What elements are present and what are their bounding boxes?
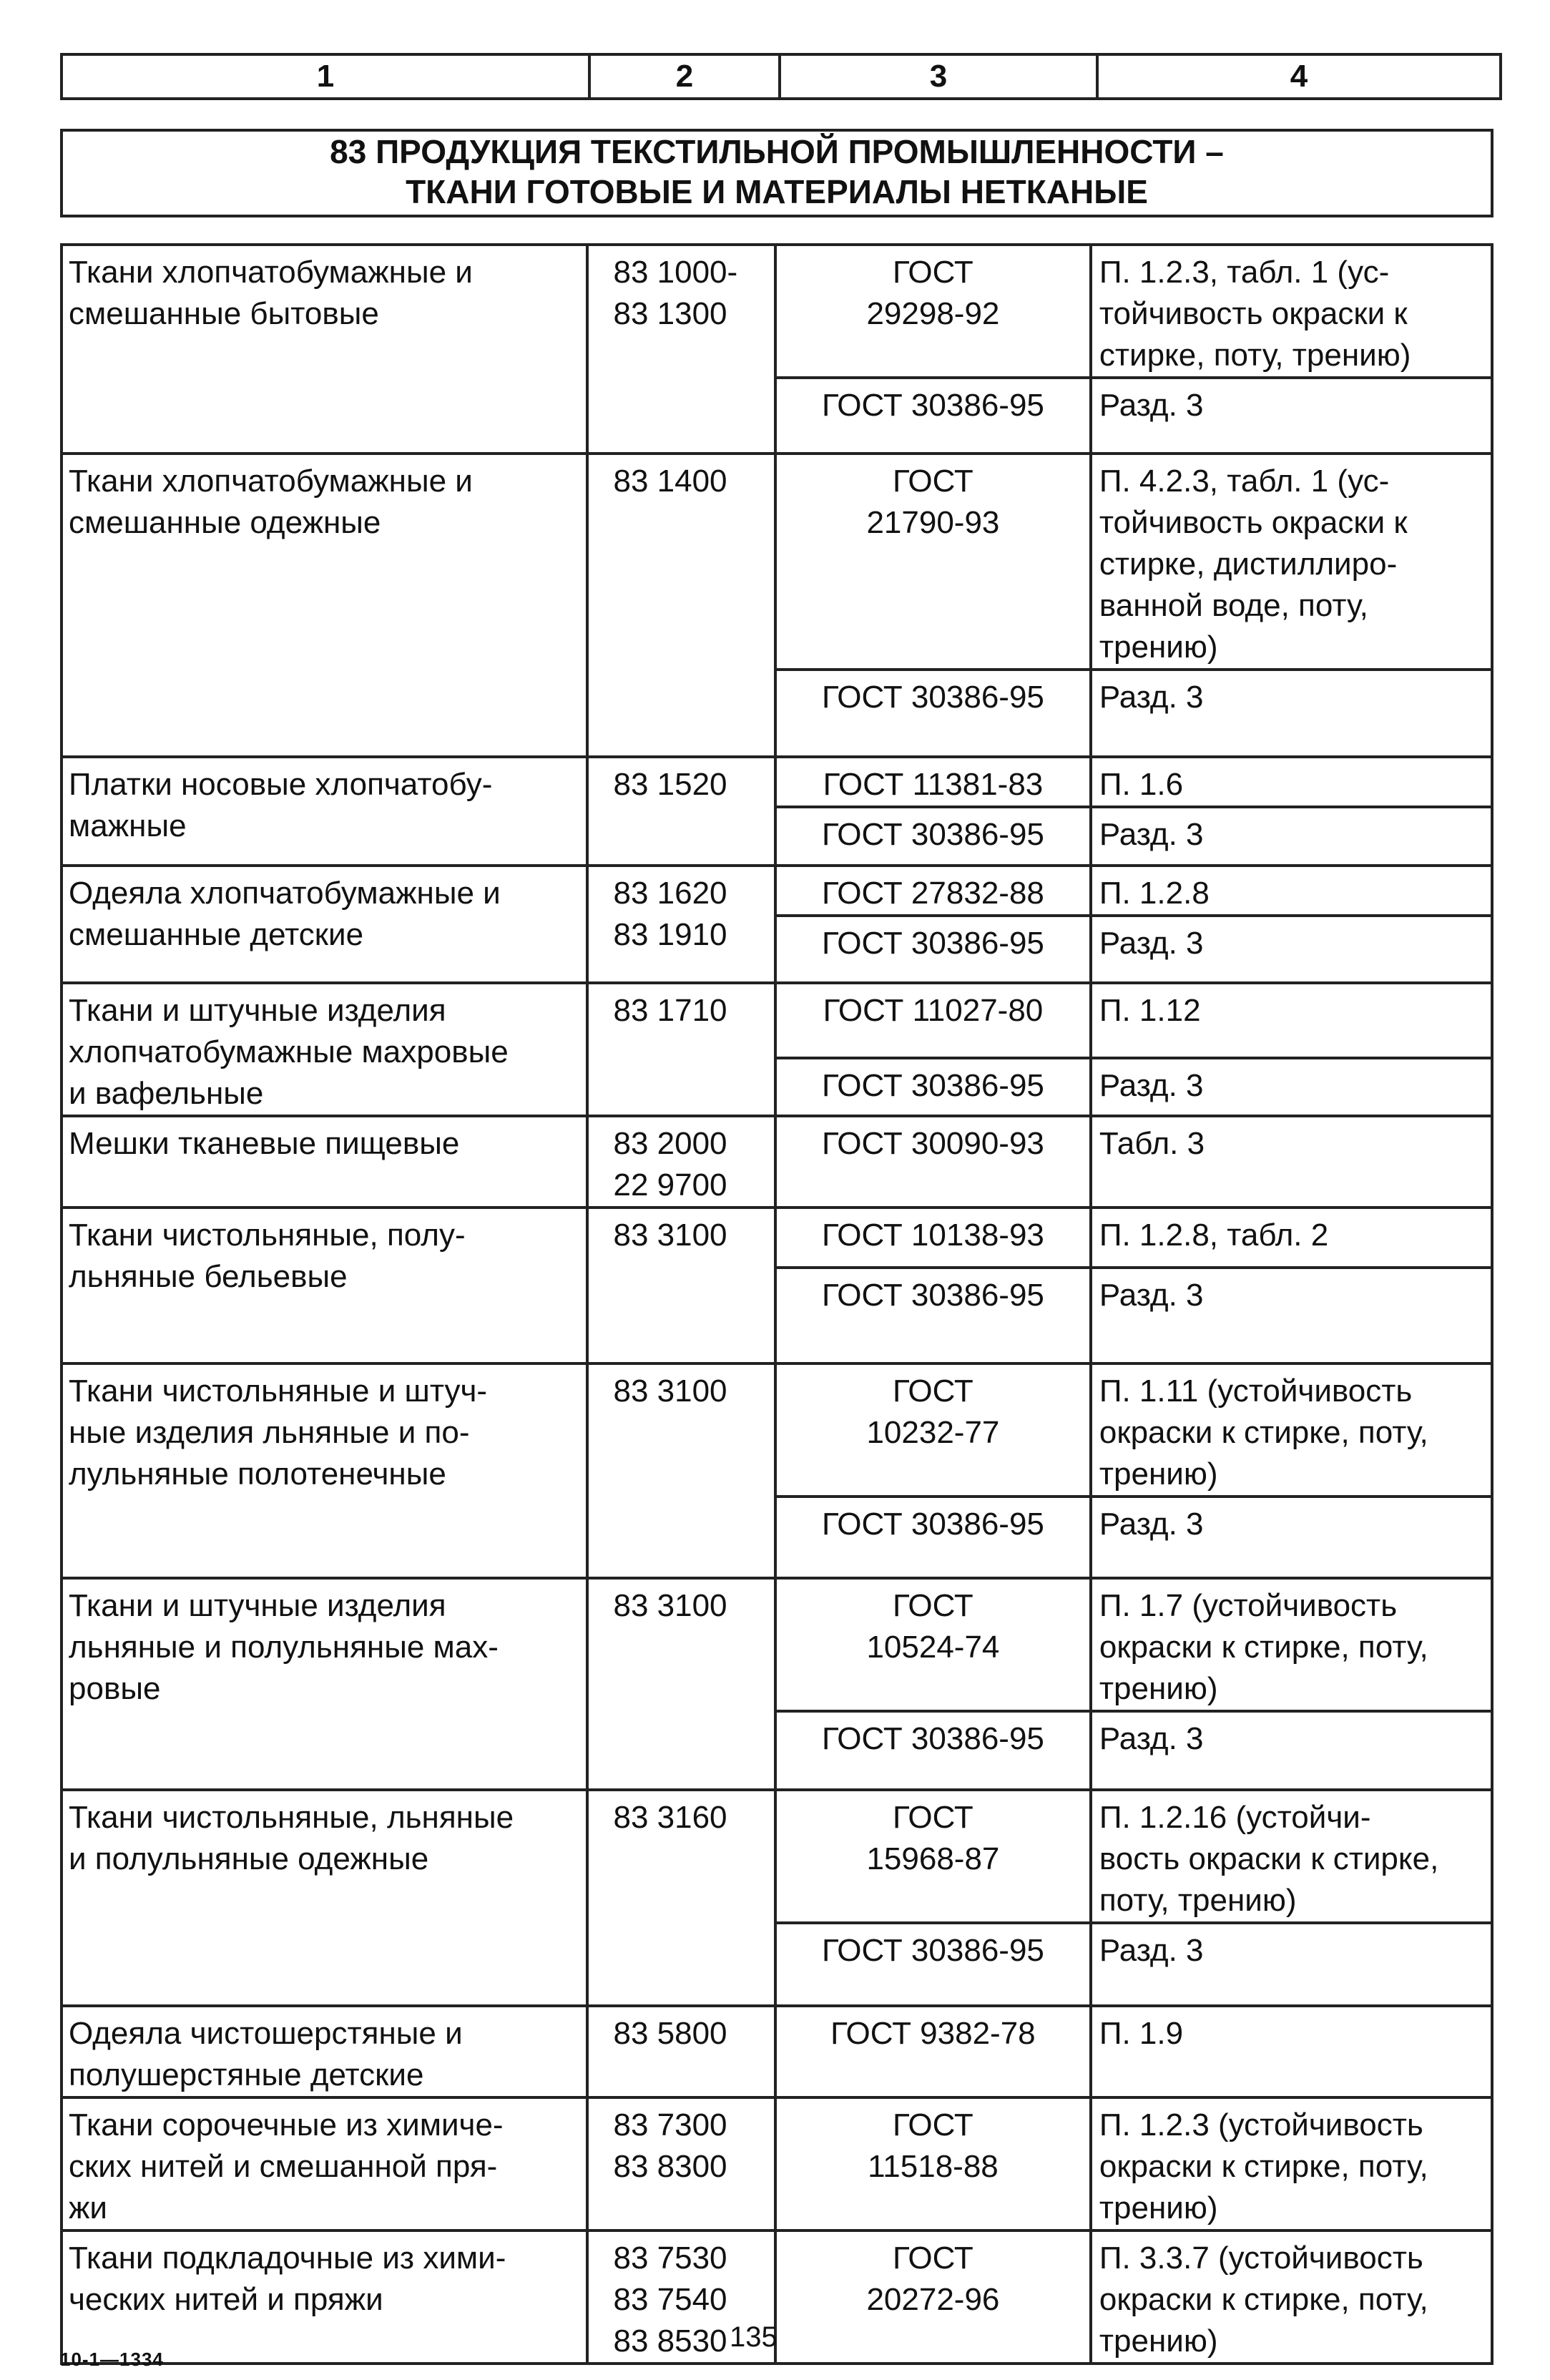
product-name: Одеяла чистошерстяные и полушерстяные детские: [62, 2006, 587, 2097]
standard-designation: ГОСТ 30386-95: [775, 1711, 1091, 1790]
product-name: Ткани хлопчатобумажные и смешанные бытовые: [62, 245, 587, 454]
standard-clause: П. 1.2.16 (устойчи- вость окраски к стирке, поту, трению): [1091, 1790, 1492, 1923]
product-name: Ткани хлопчатобумажные и смешанные одежные: [62, 454, 587, 757]
column-number-3: 3: [780, 54, 1097, 99]
product-code: 83 1400: [613, 464, 727, 499]
product-codes: [587, 1363, 775, 1578]
standard-clause: Разд. 3: [1091, 1497, 1492, 1578]
standard-designation: ГОСТ 20272-96: [775, 2230, 1091, 2364]
section-title-line-1: 83 ПРОДУКЦИЯ ТЕКСТИЛЬНОЙ ПРОМЫШЛЕННОСТИ –: [330, 133, 1224, 170]
standard-designation: ГОСТ 30386-95: [775, 916, 1091, 983]
standard-designation: ГОСТ 30386-95: [775, 807, 1091, 866]
product-code: 83 1000-: [613, 255, 738, 290]
product-code: 83 7540: [613, 2282, 727, 2317]
table-row: [62, 1116, 1492, 1208]
product-code: 83 3100: [613, 1588, 727, 1623]
standards-table: [60, 243, 1493, 2365]
product-codes: [587, 1208, 775, 1363]
standard-designation: ГОСТ 11381-83: [775, 757, 1091, 807]
product-code: 83 1710: [613, 993, 727, 1028]
table-row: [62, 1790, 1492, 1923]
print-code: 10-1—1334: [60, 2349, 164, 2370]
product-codes: [587, 1790, 775, 2006]
product-name: Ткани и штучные изделия льняные и полульняные мах- ровые: [62, 1578, 587, 1790]
product-code: 83 1520: [613, 767, 727, 802]
standard-designation: ГОСТ 21790-93: [775, 454, 1091, 670]
product-name: Платки носовые хлопчатобу- мажные: [62, 757, 587, 866]
product-codes: [587, 454, 775, 757]
standard-clause: П. 1.9: [1091, 2006, 1492, 2097]
table-row: [62, 2097, 1492, 2230]
standard-designation: ГОСТ 30386-95: [775, 670, 1091, 757]
product-code: 83 1300: [613, 296, 727, 331]
product-code: 83 7300: [613, 2107, 727, 2143]
product-code: 83 2000: [613, 1126, 727, 1161]
standard-designation: ГОСТ 11027-80: [775, 983, 1091, 1058]
section-title-line-2: ТКАНИ ГОТОВЫЕ И МАТЕРИАЛЫ НЕТКАНЫЕ: [406, 173, 1148, 210]
standard-designation: ГОСТ 29298-92: [775, 245, 1091, 378]
table-row: [62, 983, 1492, 1058]
standard-designation: ГОСТ 11518-88: [775, 2097, 1091, 2230]
column-number-4: 4: [1097, 54, 1501, 99]
standard-designation: ГОСТ 9382-78: [775, 2006, 1091, 2097]
standard-clause: П. 1.2.8: [1091, 866, 1492, 916]
product-code: 83 3100: [613, 1218, 727, 1253]
product-code: 22 9700: [613, 1167, 727, 1203]
standard-clause: П. 4.2.3, табл. 1 (ус- тойчивость окраски к стирке, дистиллиро- ванной воде, поту, трению): [1091, 454, 1492, 670]
product-codes: [587, 866, 775, 983]
section-title: [60, 129, 1493, 217]
standard-designation: ГОСТ 15968-87: [775, 1790, 1091, 1923]
product-code: 83 1620: [613, 876, 727, 911]
product-code: 83 3100: [613, 1373, 727, 1409]
standard-clause: П. 1.2.8, табл. 2: [1091, 1208, 1492, 1268]
product-name: Мешки тканевые пищевые: [62, 1116, 587, 1208]
standard-clause: П. 3.3.7 (устойчивость окраски к стирке, поту, трению): [1091, 2230, 1492, 2364]
standard-clause: Разд. 3: [1091, 378, 1492, 454]
standard-clause: П. 1.2.3, табл. 1 (ус- тойчивость окраски к стирке, поту, трению): [1091, 245, 1492, 378]
product-name: Ткани сорочечные из химиче- ских нитей и смешанной пря- жи: [62, 2097, 587, 2230]
standard-designation: ГОСТ 30386-95: [775, 378, 1091, 454]
product-name: Ткани подкладочные из хими- ческих нитей и пряжи: [62, 2230, 587, 2364]
product-code: 83 8300: [613, 2149, 727, 2184]
standard-clause: Разд. 3: [1091, 1058, 1492, 1116]
standard-clause: Разд. 3: [1091, 670, 1492, 757]
standard-designation: ГОСТ 30386-95: [775, 1923, 1091, 2006]
table-row: [62, 866, 1492, 916]
table-row: [62, 454, 1492, 670]
standard-designation: ГОСТ 30090-93: [775, 1116, 1091, 1208]
standard-designation: ГОСТ 30386-95: [775, 1268, 1091, 1363]
standard-clause: П. 1.7 (устойчивость окраски к стирке, поту, трению): [1091, 1578, 1492, 1711]
standard-designation: ГОСТ 27832-88: [775, 866, 1091, 916]
standard-clause: П. 1.11 (устойчивость окраски к стирке, поту, трению): [1091, 1363, 1492, 1497]
product-codes: [587, 757, 775, 866]
standard-clause: Разд. 3: [1091, 1268, 1492, 1363]
product-code: 83 7530: [613, 2241, 727, 2276]
table-row: [62, 1208, 1492, 1268]
standard-clause: Разд. 3: [1091, 1711, 1492, 1790]
column-number-2: 2: [589, 54, 780, 99]
product-codes: [587, 2097, 775, 2230]
standard-clause: Табл. 3: [1091, 1116, 1492, 1208]
standard-designation: ГОСТ 10138-93: [775, 1208, 1091, 1268]
table-row: [62, 1578, 1492, 1711]
product-codes: [587, 2006, 775, 2097]
product-name: Ткани чистольняные и штуч- ные изделия льняные и по- лульняные полотенечные: [62, 1363, 587, 1578]
product-name: Одеяла хлопчатобумажные и смешанные детские: [62, 866, 587, 983]
standard-clause: Разд. 3: [1091, 1923, 1492, 2006]
product-name: Ткани и штучные изделия хлопчатобумажные махровые и вафельные: [62, 983, 587, 1116]
standard-designation: ГОСТ 30386-95: [775, 1497, 1091, 1578]
product-codes: [587, 1578, 775, 1790]
standard-clause: Разд. 3: [1091, 807, 1492, 866]
standard-clause: П. 1.2.3 (устойчивость окраски к стирке, поту, трению): [1091, 2097, 1492, 2230]
standard-designation: ГОСТ 10232-77: [775, 1363, 1091, 1497]
standard-clause: П. 1.12: [1091, 983, 1492, 1058]
product-codes: [587, 983, 775, 1116]
product-code: 83 1910: [613, 917, 727, 952]
product-code: 83 3160: [613, 1800, 727, 1835]
product-codes: [587, 1116, 775, 1208]
table-row: [62, 757, 1492, 807]
standard-designation: ГОСТ 30386-95: [775, 1058, 1091, 1116]
product-code: 83 5800: [613, 2016, 727, 2051]
standard-designation: ГОСТ 10524-74: [775, 1578, 1091, 1711]
standard-clause: Разд. 3: [1091, 916, 1492, 983]
table-row: [62, 245, 1492, 378]
column-number-header: [60, 53, 1502, 100]
product-name: Ткани чистольняные, льняные и полульняные одежные: [62, 1790, 587, 2006]
standard-clause: П. 1.6: [1091, 757, 1492, 807]
table-row: [62, 1363, 1492, 1497]
table-row: [62, 2006, 1492, 2097]
page-number: 135: [730, 2321, 778, 2353]
column-number-1: 1: [62, 54, 589, 99]
product-code: 83 8530: [613, 2323, 727, 2359]
product-codes: [587, 245, 775, 454]
product-name: Ткани чистольняные, полу- льняные бельевые: [62, 1208, 587, 1363]
